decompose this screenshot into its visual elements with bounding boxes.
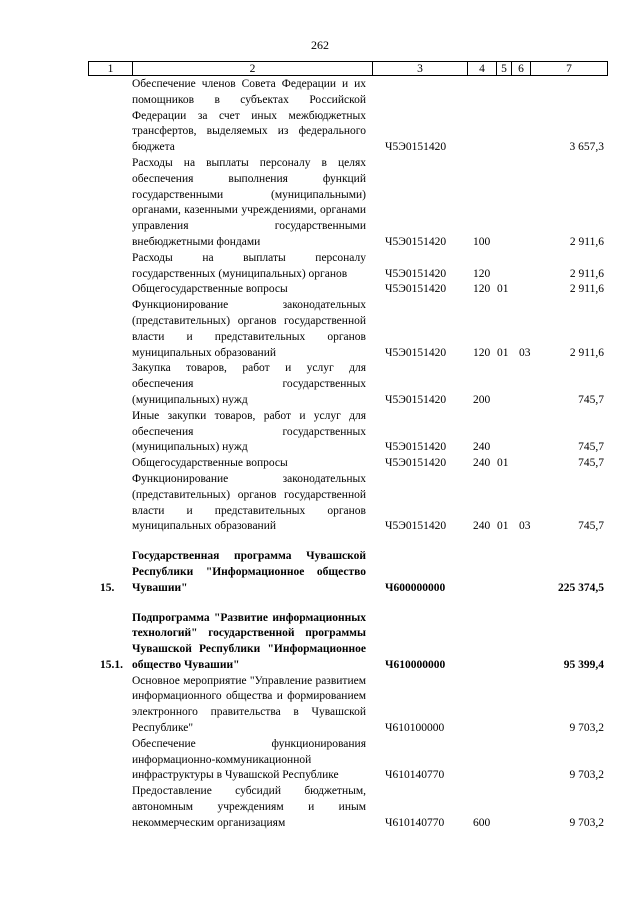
row-amount: 95 399,4 (563, 658, 604, 671)
row-expense-type: 240 (473, 520, 491, 533)
row-section: 01 (497, 457, 509, 470)
row-amount: 2 911,6 (569, 267, 604, 280)
table-row (0, 456, 640, 472)
row-number: 15. (100, 581, 115, 594)
row-spacer (0, 597, 640, 611)
row-description: Закупка товаров, работ и услуг для обеспечения государственных (муниципальных) нужд (132, 362, 366, 406)
row-description: Основное мероприятие "Управление развитием информационного общества и формированием электронного правительства в Чувашской Республике" (132, 674, 366, 735)
table-row (0, 611, 640, 674)
row-amount: 2 911,6 (569, 346, 604, 359)
row-description: Расходы на выплаты персоналу государственных (муниципальных) органов (132, 251, 366, 280)
row-description: Иные закупки товаров, работ и услуг для обеспечения государственных (муниципальных) нужд (132, 409, 366, 454)
table-row (0, 282, 640, 298)
row-target-code: Ч5Э0151420 (385, 346, 447, 359)
row-target-code: Ч5Э0151420 (385, 441, 447, 454)
row-amount: 2 911,6 (569, 235, 604, 248)
row-amount: 225 374,5 (558, 581, 604, 594)
page-number: 262 (311, 38, 329, 52)
row-amount: 9 703,2 (569, 769, 604, 782)
row-expense-type: 200 (473, 393, 491, 406)
row-target-code: Ч610140770 (385, 816, 445, 829)
row-target-code: Ч5Э0151420 (385, 141, 447, 154)
row-description: Подпрограмма "Развитие информационных технологий" государственной программы Чувашской Республики "Информационное общество Чувашии" (132, 611, 366, 671)
row-section: 01 (497, 520, 509, 533)
table-row (0, 549, 640, 596)
row-target-code: Ч5Э0151420 (385, 283, 447, 296)
table-row (0, 784, 640, 831)
table-row (0, 77, 640, 156)
row-subsection: 03 (519, 520, 531, 533)
row-amount: 745,7 (578, 441, 604, 454)
table-row (0, 298, 640, 361)
row-amount: 9 703,2 (569, 722, 604, 735)
row-expense-type: 240 (473, 441, 491, 454)
row-target-code: Ч610140770 (385, 769, 445, 782)
row-description: Функционирование законодательных (представительных) органов государственной власти и представительных органов муниципальных образований (132, 299, 366, 359)
row-target-code: Ч5Э0151420 (385, 235, 447, 248)
row-description: Обеспечение членов Совета Федерации и их помощников в субъектах Российской Федерации за счет иных межбюджетных трансфертов, выделяемых из федерального бюджета (132, 78, 366, 154)
row-target-code: Ч5Э0151420 (385, 457, 447, 470)
row-target-code: Ч600000000 (385, 581, 446, 594)
row-amount: 745,7 (578, 520, 604, 533)
table-body (0, 77, 640, 832)
row-description: Обеспечение функционирования информационно-коммуникационной инфраструктуры в Чувашской Республике (132, 737, 366, 782)
header-col-3: 3 (372, 61, 468, 76)
table-header (88, 61, 608, 77)
row-expense-type: 120 (473, 267, 491, 280)
header-col-6: 6 (511, 61, 531, 76)
header-col-2: 2 (132, 61, 373, 76)
row-expense-type: 100 (473, 235, 491, 248)
row-target-code: Ч5Э0151420 (385, 393, 447, 406)
header-col-4: 4 (467, 61, 497, 76)
row-amount: 3 657,3 (569, 141, 604, 154)
table-row (0, 156, 640, 251)
table-row (0, 251, 640, 283)
row-expense-type: 240 (473, 457, 491, 470)
row-description: Общегосударственные вопросы (132, 457, 288, 470)
header-col-1: 1 (88, 61, 133, 76)
row-spacer (0, 535, 640, 549)
row-description: Расходы на выплаты персоналу в целях обеспечения выполнения функций государственными (муниципальными) органами, казенными учреждениями, органами управления государственными внебюджетными фондами (132, 156, 366, 248)
table-row (0, 361, 640, 408)
row-target-code: Ч610000000 (385, 658, 446, 671)
table-row (0, 674, 640, 737)
row-target-code: Ч610100000 (385, 722, 445, 735)
table-row (0, 409, 640, 456)
row-amount: 745,7 (578, 393, 604, 406)
row-description: Общегосударственные вопросы (132, 283, 288, 296)
row-expense-type: 600 (473, 816, 491, 829)
header-col-7: 7 (530, 61, 608, 76)
row-expense-type: 120 (473, 346, 491, 359)
row-description: Функционирование законодательных (представительных) органов государственной власти и представительных органов муниципальных образований (132, 472, 366, 533)
row-description: Государственная программа Чувашской Республики "Информационное общество Чувашии" (132, 550, 366, 594)
row-target-code: Ч5Э0151420 (385, 520, 447, 533)
row-subsection: 03 (519, 346, 531, 359)
row-amount: 2 911,6 (569, 283, 604, 296)
table-row (0, 472, 640, 535)
row-description: Предоставление субсидий бюджетным, автономным учреждениям и иным некоммерческим организациям (132, 785, 366, 829)
row-expense-type: 120 (473, 283, 491, 296)
row-amount: 745,7 (578, 457, 604, 470)
header-col-5: 5 (496, 61, 512, 76)
table-row (0, 737, 640, 784)
row-section: 01 (497, 346, 509, 359)
row-number: 15.1. (100, 658, 123, 671)
row-target-code: Ч5Э0151420 (385, 267, 447, 280)
row-amount: 9 703,2 (569, 816, 604, 829)
row-section: 01 (497, 283, 509, 296)
